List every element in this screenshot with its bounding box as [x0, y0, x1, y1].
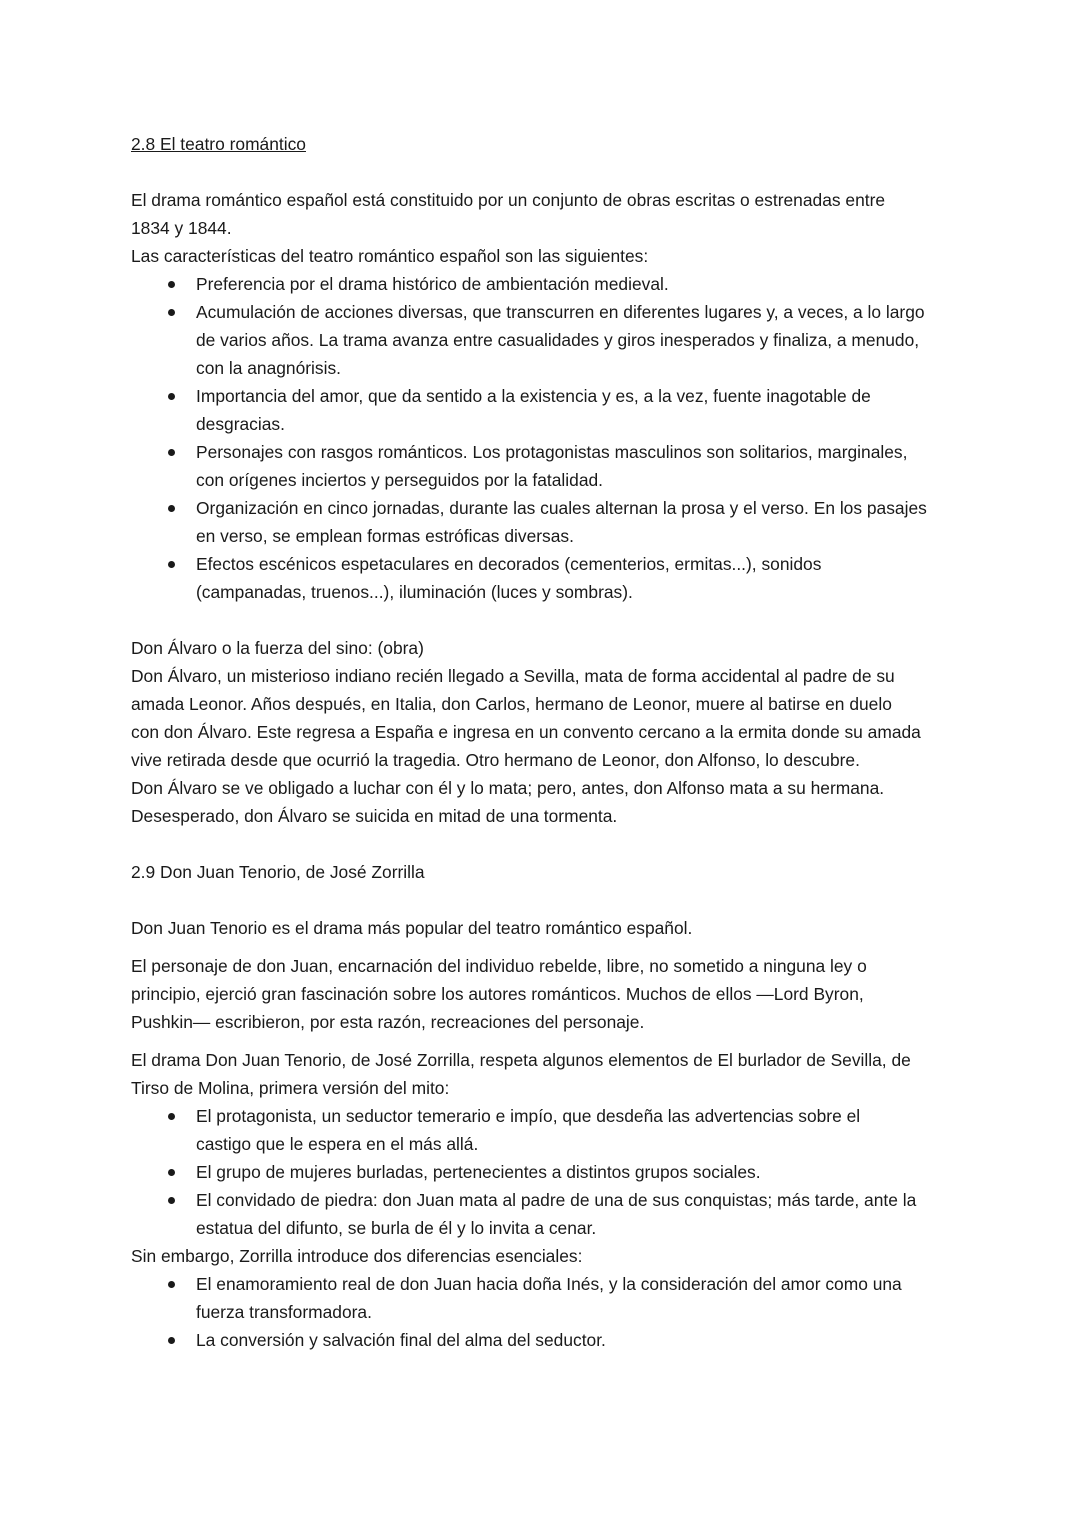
bullet-icon: [168, 1337, 175, 1344]
section-heading-don-juan: 2.9 Don Juan Tenorio, de José Zorrilla: [131, 862, 425, 882]
paragraph: Don Juan Tenorio es el drama más popular del teatro romántico español.: [131, 918, 693, 938]
intro-line: Las características del teatro romántico español son las siguientes:: [131, 246, 649, 266]
paragraph-line: Tirso de Molina, primera versión del mito:: [131, 1078, 450, 1098]
bullet-icon: [168, 505, 175, 512]
list-item: Acumulación de acciones diversas, que transcurren en diferentes lugares y, a veces, a lo largo de varios años. La trama avanza entre casualidades y giros inesperados y finaliza, a menudo, con la anagnórisis.: [131, 298, 961, 382]
list-item: Organización en cinco jornadas, durante las cuales alternan la prosa y el verso. En los pasajes en verso, se emplean formas estróficas diversas.: [131, 494, 961, 550]
bullet-icon: [168, 309, 175, 316]
summary-line: Don Álvaro se ve obligado a luchar con él y lo mata; pero, antes, don Alfonso mata a su hermana.: [131, 778, 885, 798]
bullet-icon: [168, 1169, 175, 1176]
intro-line: 1834 y 1844.: [131, 218, 232, 238]
section-heading-teatro-romantico: 2.8 El teatro romántico: [131, 134, 306, 154]
summary-line: Don Álvaro, un misterioso indiano recién llegado a Sevilla, mata de forma accidental al padre de su: [131, 666, 895, 686]
list-item: Preferencia por el drama histórico de ambientación medieval.: [131, 270, 961, 298]
summary-line: con don Álvaro. Este regresa a España e ingresa en un convento cercano a la ermita donde su amada: [131, 722, 921, 742]
list-item: El convidado de piedra: don Juan mata al padre de una de sus conquistas; más tarde, ante la estatua del difunto, se burla de él y lo invita a cenar.: [131, 1186, 961, 1242]
bullet-icon: [168, 281, 175, 288]
list-item: El protagonista, un seductor temerario e impío, que desdeña las advertencias sobre el castigo que le espera en el más allá.: [131, 1102, 961, 1158]
list-item: El grupo de mujeres burladas, pertenecientes a distintos grupos sociales.: [131, 1158, 961, 1186]
differences-list: [131, 1270, 961, 1354]
bullet-icon: [168, 393, 175, 400]
list-item: La conversión y salvación final del alma del seductor.: [131, 1326, 961, 1354]
bullet-icon: [168, 561, 175, 568]
intro-line: El drama romántico español está constituido por un conjunto de obras escritas o estrenadas entre: [131, 190, 886, 210]
summary-line: vive retirada desde que ocurrió la tragedia. Otro hermano de Leonor, don Alfonso, lo descubre.: [131, 750, 860, 770]
list-item: Personajes con rasgos románticos. Los protagonistas masculinos son solitarios, marginales, con orígenes inciertos y perseguidos por la fatalidad.: [131, 438, 961, 494]
summary-line: amada Leonor. Años después, en Italia, don Carlos, hermano de Leonor, muere al batirse en duelo: [131, 694, 892, 714]
list-item: El enamoramiento real de don Juan hacia doña Inés, y la consideración del amor como una fuerza transformadora.: [131, 1270, 961, 1326]
paragraph-line: principio, ejerció gran fascinación sobre los autores románticos. Muchos de ellos —Lord Byron,: [131, 984, 864, 1004]
myth-elements-list: [131, 1102, 961, 1242]
paragraph-line: Pushkin— escribieron, por esta razón, recreaciones del personaje.: [131, 1012, 645, 1032]
paragraph-line: El drama Don Juan Tenorio, de José Zorrilla, respeta algunos elementos de El burlador de Sevilla, de: [131, 1050, 911, 1070]
bullet-icon: [168, 449, 175, 456]
bullet-icon: [168, 1281, 175, 1288]
bullet-icon: [168, 1113, 175, 1120]
characteristics-list: [131, 270, 961, 606]
document-page: [131, 130, 961, 1354]
paragraph-line: Sin embargo, Zorrilla introduce dos diferencias esenciales:: [131, 1246, 583, 1266]
bullet-icon: [168, 1197, 175, 1204]
summary-line: Desesperado, don Álvaro se suicida en mitad de una tormenta.: [131, 806, 618, 826]
work-title: Don Álvaro o la fuerza del sino: (obra): [131, 638, 424, 658]
paragraph-line: El personaje de don Juan, encarnación del individuo rebelde, libre, no sometido a ninguna ley o: [131, 956, 867, 976]
list-item: Importancia del amor, que da sentido a la existencia y es, a la vez, fuente inagotable de desgracias.: [131, 382, 961, 438]
list-item: Efectos escénicos espetaculares en decorados (cementerios, ermitas...), sonidos (campanadas, truenos...), iluminación (luces y sombras).: [131, 550, 961, 606]
